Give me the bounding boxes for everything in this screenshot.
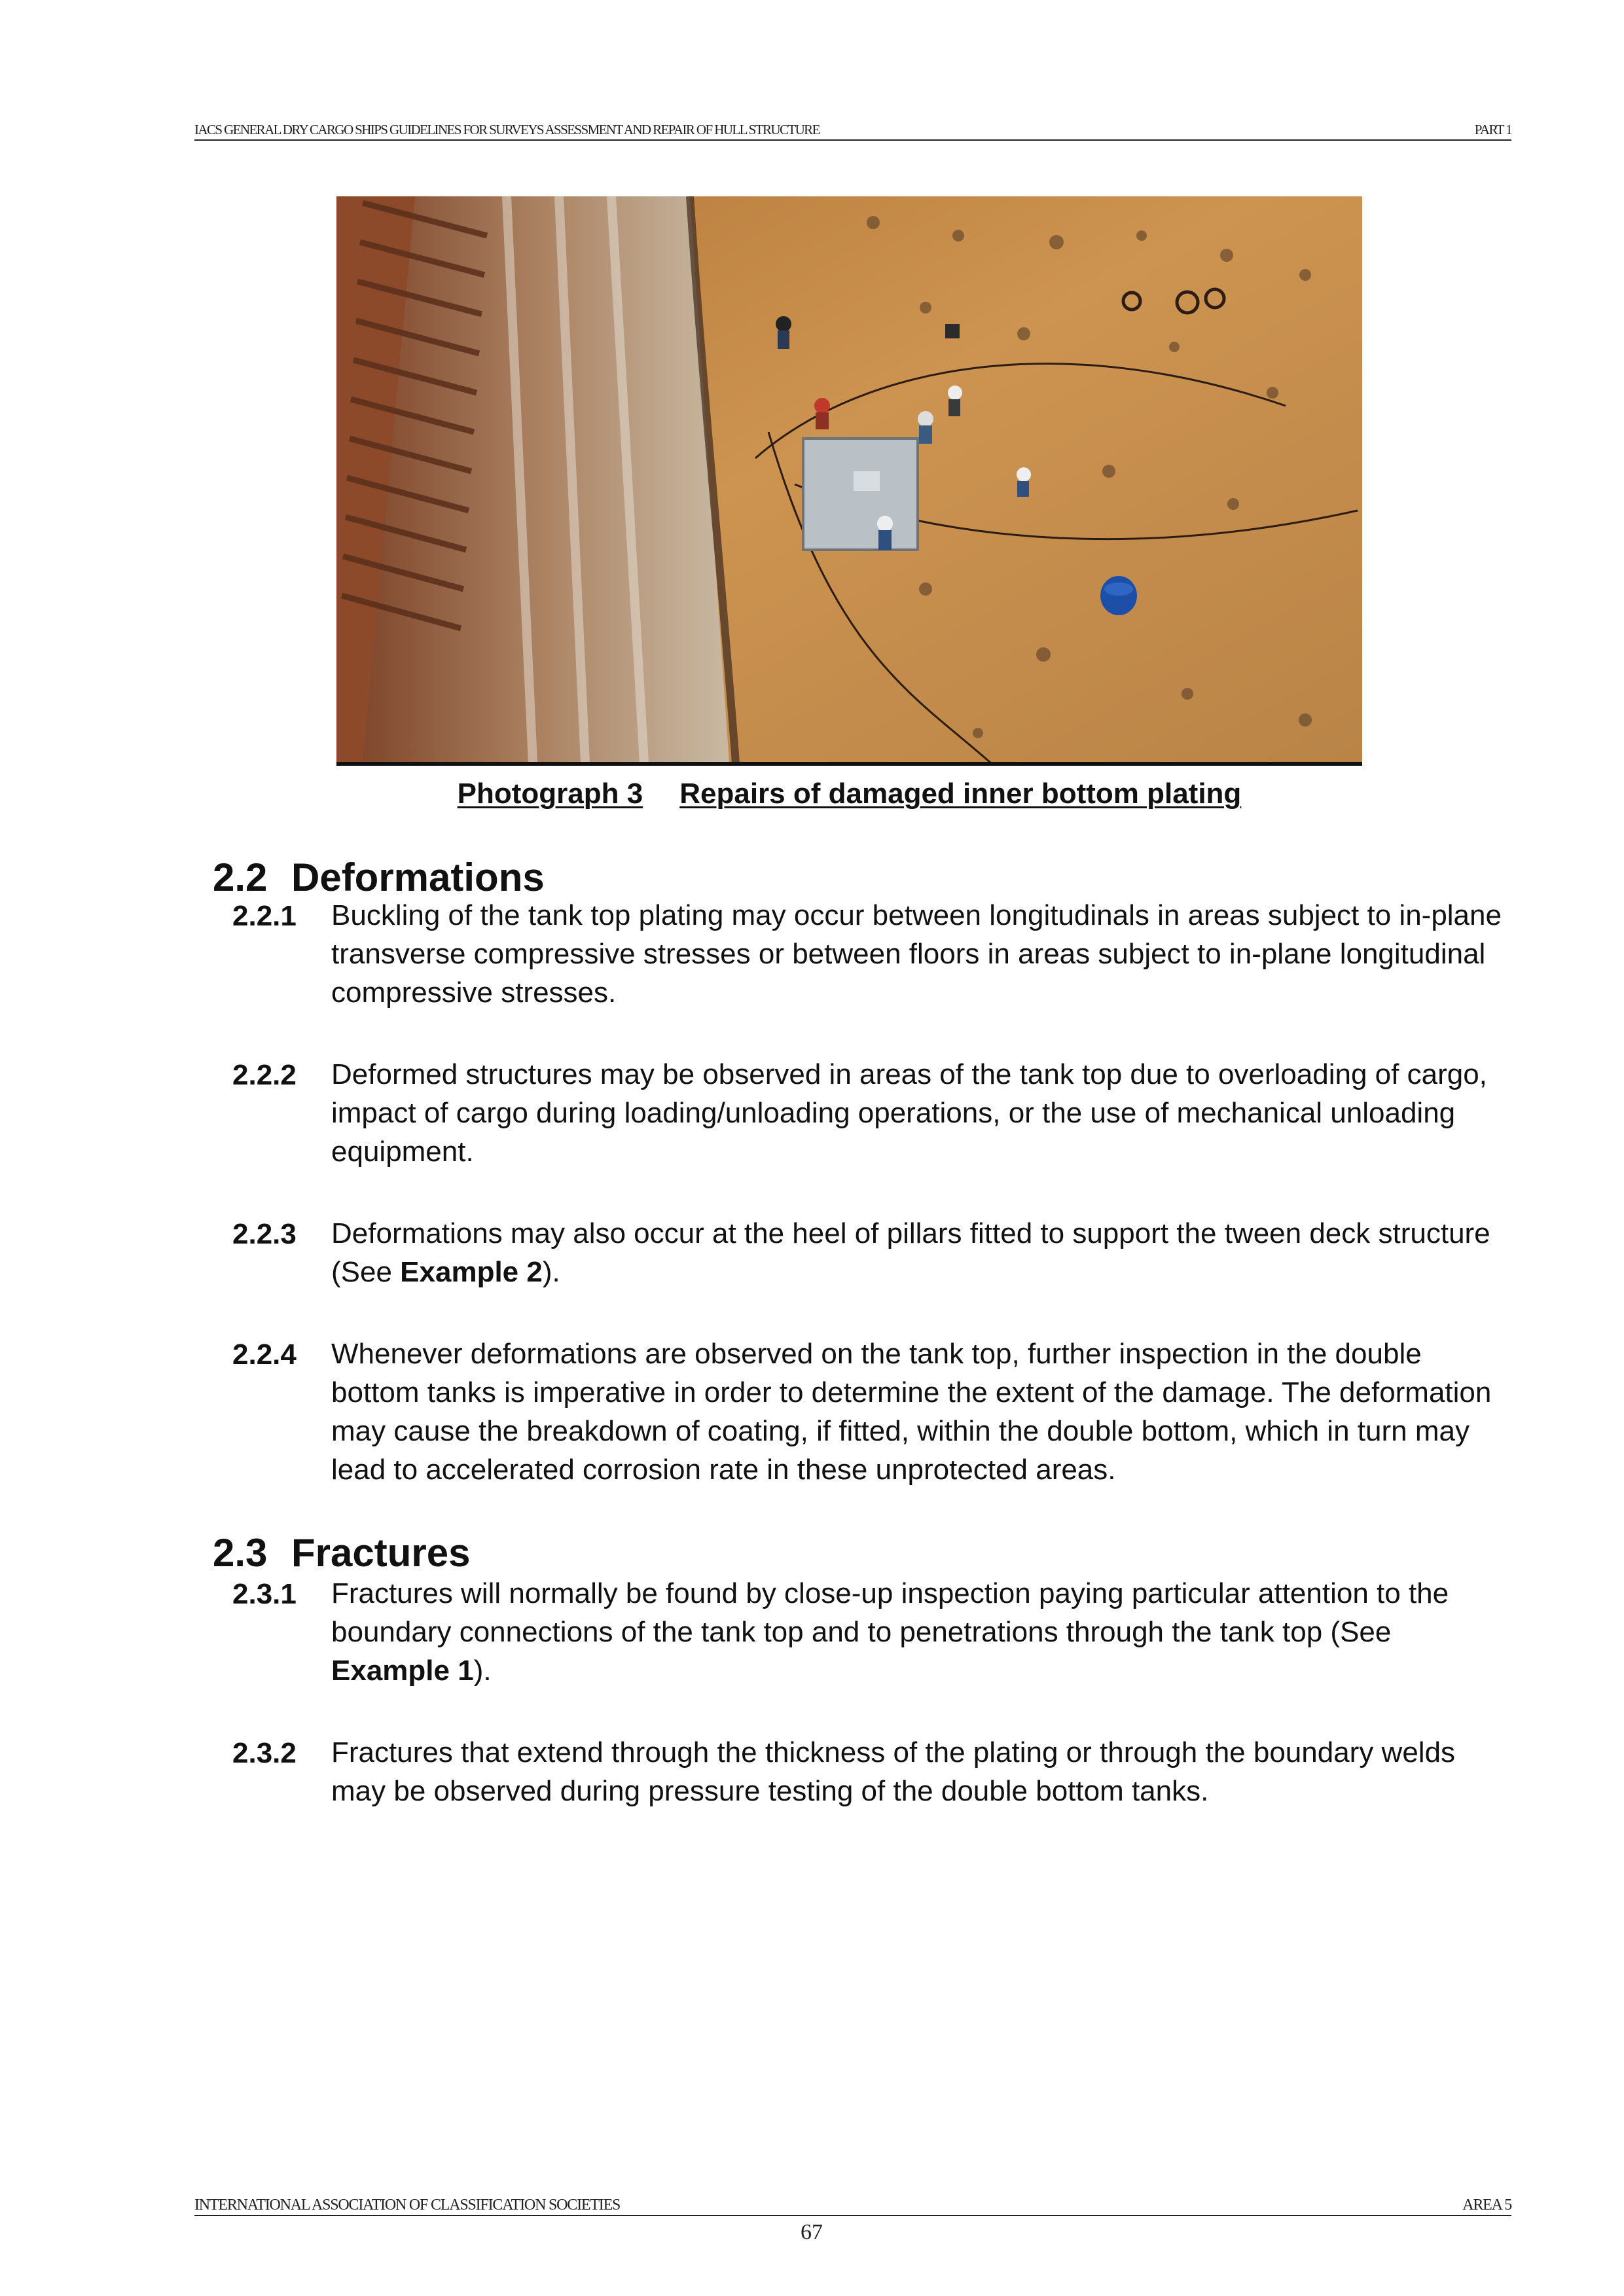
paragraph-text — [331, 1574, 1509, 1690]
paragraph-text — [331, 1335, 1509, 1489]
running-header-title: IACS GENERAL DRY CARGO SHIPS GUIDELINES FOR SURVEYS ASSESSMENT AND REPAIR OF HULL STRUCTURE — [194, 122, 820, 137]
paragraph-segment: Deformations may also occur at the heel of pillars fitted to support the tween deck structure (See — [331, 1217, 1490, 1288]
section-number: 2.3 — [213, 1531, 268, 1575]
paragraph-number: 2.2.3 — [232, 1218, 297, 1250]
paragraph-text — [331, 1214, 1509, 1291]
running-header-part: PART 1 — [1474, 122, 1511, 137]
footer-organization: INTERNATIONAL ASSOCIATION OF CLASSIFICATION SOCIETIES — [194, 2197, 621, 2214]
caption-label: Photograph 3 — [457, 778, 643, 810]
paragraph-text — [331, 1055, 1509, 1171]
paragraph-number: 2.3.1 — [232, 1578, 297, 1610]
paragraph-segment: Whenever deformations are observed on the tank top, further inspection in the double bottom tanks is imperative in order to determine the extent of the damage. The deformation may cause the breakdown of coating, if fitted, within the double bottom, which in turn may lead to accelerated corrosion rate in these unprotected areas. — [331, 1338, 1492, 1486]
section-heading-fractures — [213, 1530, 470, 1575]
footer-area: AREA 5 — [1462, 2197, 1511, 2214]
section-heading-deformations — [213, 855, 545, 900]
section-title: Deformations — [291, 855, 545, 899]
section-number: 2.2 — [213, 855, 268, 899]
photograph-caption — [336, 778, 1362, 810]
paragraph-number: 2.2.4 — [232, 1338, 297, 1371]
paragraph-segment: Fractures that extend through the thickness of the plating or through the boundary welds may be observed during pressure testing of the double bottom tanks. — [331, 1736, 1456, 1807]
paragraph-segment: ). — [473, 1655, 492, 1687]
paragraph-segment: Buckling of the tank top plating may occur between longitudinals in areas subject to in-plane transverse compressive stresses or between floors in areas subject to in-plane longitudinal compressive stresses. — [331, 899, 1502, 1009]
footer-rule — [194, 2215, 1511, 2216]
paragraph-segment: ). — [542, 1256, 560, 1288]
paragraph-text — [331, 896, 1509, 1012]
paragraph-text — [331, 1733, 1509, 1810]
page-number: 67 — [801, 2220, 823, 2244]
photograph-inner-bottom-repair — [336, 196, 1362, 763]
paragraph-segment: Deformed structures may be observed in areas of the tank top due to overloading of cargo, impact of cargo during loading/unloading operations, or the use of mechanical unloading equipment. — [331, 1058, 1487, 1168]
section-title: Fractures — [291, 1531, 471, 1575]
example-reference: Example 1 — [331, 1655, 474, 1687]
paragraph-number: 2.2.2 — [232, 1059, 297, 1091]
paragraph-segment: Fractures will normally be found by close-up inspection paying particular attention to the boundary connections of the tank top and to penetrations through the tank top (See — [331, 1577, 1449, 1648]
example-reference: Example 2 — [400, 1256, 543, 1288]
paragraph-number: 2.2.1 — [232, 900, 297, 932]
caption-title: Repairs of damaged inner bottom plating — [679, 778, 1242, 810]
paragraph-number: 2.3.2 — [232, 1737, 297, 1769]
photo-rule — [336, 762, 1362, 766]
header-rule — [194, 139, 1511, 141]
